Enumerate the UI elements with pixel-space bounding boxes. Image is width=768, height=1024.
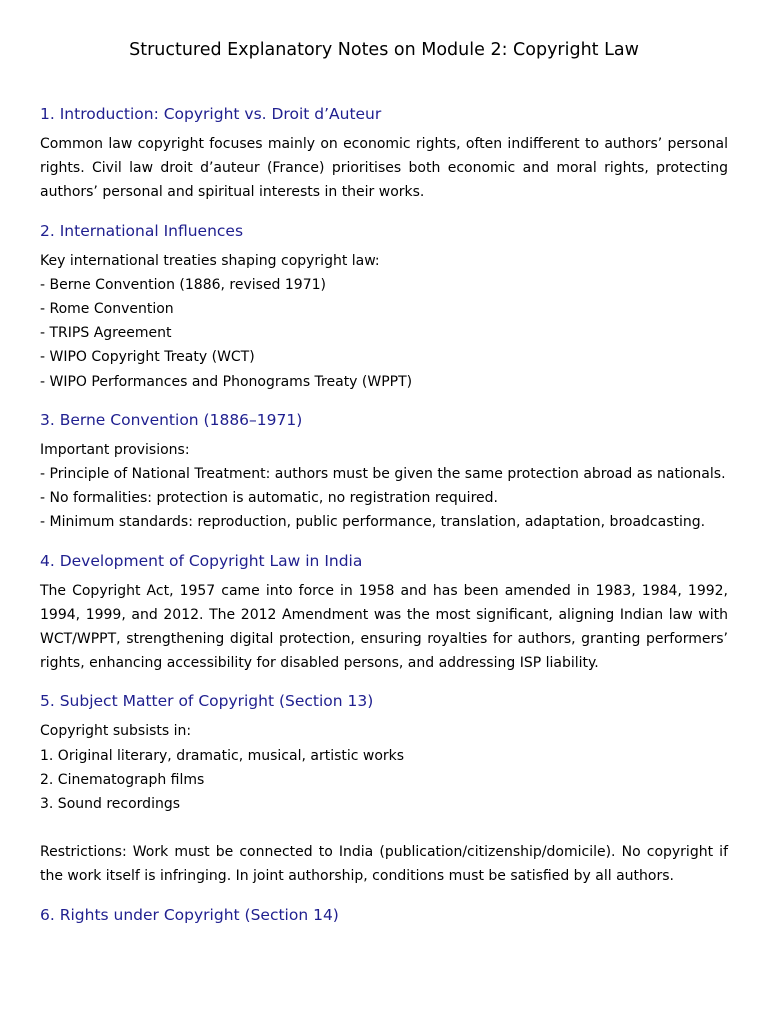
list-item: 2. Cinematograph films [40, 771, 205, 788]
section-heading: 6. Rights under Copyright (Section 14) [40, 905, 339, 924]
section-india-development [40, 550, 728, 676]
section-intro: Copyright subsists in: [40, 723, 192, 740]
section-berne-convention [40, 409, 728, 535]
list-item: 1. Original literary, dramatic, musical, artistic works [40, 747, 405, 764]
section-international-influences [40, 220, 728, 394]
list-item: - Principle of National Treatment: authors must be given the same protection abroad as nationals. [40, 466, 726, 483]
section-rights [40, 904, 728, 926]
spacer [40, 816, 728, 840]
list-item: 3. Sound recordings [40, 796, 181, 813]
section-heading: 5. Subject Matter of Copyright (Section 13) [40, 692, 374, 711]
section-heading: 4. Development of Copyright Law in India [40, 551, 363, 570]
section-subject-matter [40, 690, 728, 888]
list-item: - Rome Convention [40, 301, 174, 318]
section-heading: 1. Introduction: Copyright vs. Droit d’Auteur [40, 105, 382, 123]
section-intro: Key international treaties shaping copyright law: [40, 252, 380, 269]
list-item: - Berne Convention (1886, revised 1971) [40, 276, 326, 293]
list-item: - No formalities: protection is automatic, no registration required. [40, 490, 498, 507]
section-intro: Important provisions: [40, 441, 190, 458]
document-title: Structured Explanatory Notes on Module 2: Copyright Law [129, 40, 639, 60]
list-item: - TRIPS Agreement [40, 325, 172, 342]
section-introduction [40, 103, 728, 205]
section-paragraph: The Copyright Act, 1957 came into force in 1958 and has been amended in 1983, 1984, 1992, 1994, 1999, and 2012. The 2012 Amendment was the most significant, aligning Indian law with WCT/WPPT, strengthening digital protection, ensuring royalties for authors, granting performers’ rights, enhancing accessibility for disabled persons, and addressing ISP liability. [40, 582, 728, 672]
section-paragraph: Restrictions: Work must be connected to India (publication/citizenship/domicile). No copyright if the work itself is infringing. In joint authorship, conditions must be satisfied by all authors. [40, 844, 728, 885]
list-item: - Minimum standards: reproduction, public performance, translation, adaptation, broadcasting. [40, 514, 706, 531]
list-item: - WIPO Copyright Treaty (WCT) [40, 349, 255, 366]
section-paragraph: Common law copyright focuses mainly on economic rights, often indifferent to authors’ personal rights. Civil law droit d’auteur (France) prioritises both economic and moral rights, protecting authors’ personal and spiritual interests in their works. [40, 136, 728, 201]
list-item: - WIPO Performances and Phonograms Treaty (WPPT) [40, 373, 413, 390]
section-heading: 2. International Influences [40, 221, 244, 240]
section-heading: 3. Berne Convention (1886–1971) [40, 410, 303, 429]
